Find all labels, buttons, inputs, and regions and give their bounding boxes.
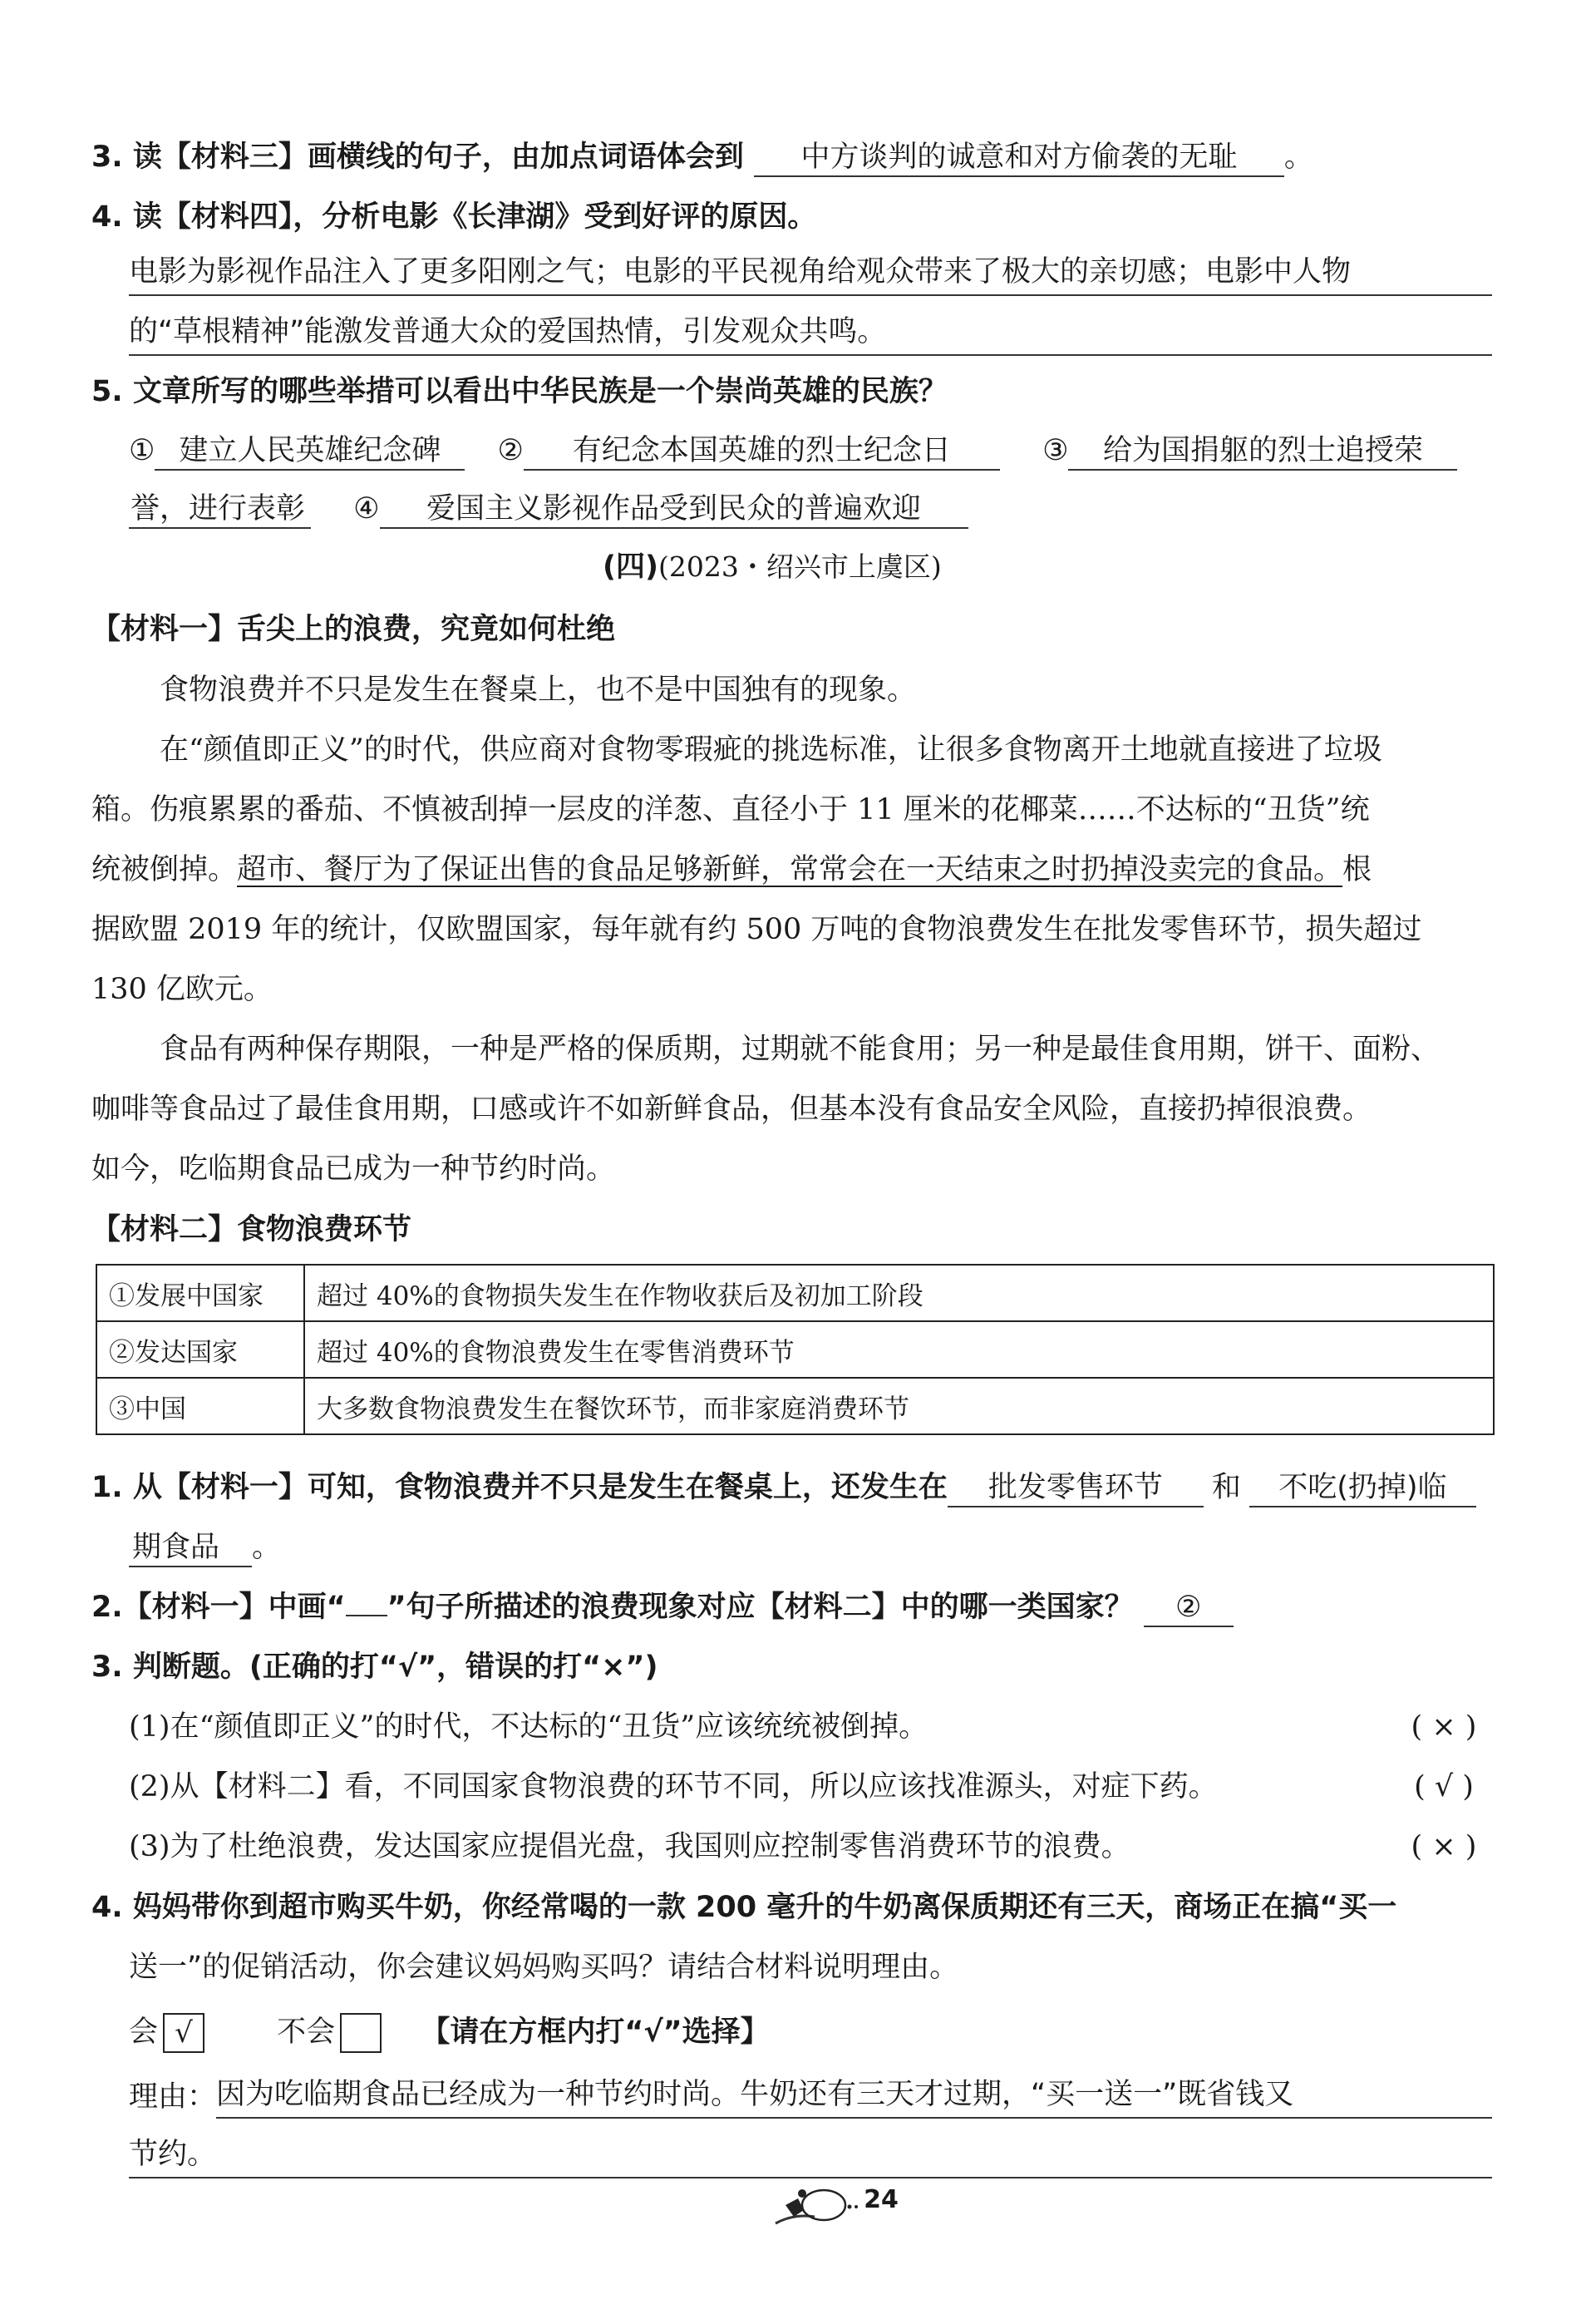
- material1-p3-line1: 食品有两种保存期限，一种是严格的保质期，过期就不能食用；另一种是最佳食用期，饼干、面粉、: [160, 1033, 1441, 1066]
- q4-line1: 4. 妈妈带你到超市购买牛奶，你经常喝的一款 200 毫升的牛奶离保质期还有三天，商场正在搞“买一: [91, 1891, 1397, 1924]
- table-row: [96, 1265, 1494, 1321]
- page-number: 24: [864, 2185, 899, 2214]
- material1-p3-line3: 如今，吃临期食品已成为一种节约时尚。: [91, 1152, 616, 1186]
- prev-q4-question: 4. 读【材料四】，分析电影《长津湖》受到好评的原因。: [91, 200, 817, 234]
- prev-q3: 3. 读【材料三】画横线的句子，由加点词语体会到 中方谈判的诚意和对方偷袭的无耻 。: [91, 137, 1496, 177]
- table-cell-country: ①发展中国家: [96, 1265, 304, 1321]
- section-header: (四)(2023・绍兴市上虞区): [603, 550, 942, 584]
- material1-title: 【材料一】舌尖上的浪费，究竟如何杜绝: [91, 613, 616, 646]
- no-checkbox[interactable]: [340, 2013, 382, 2053]
- material2-title: 【材料二】食物浪费环节: [91, 1213, 412, 1246]
- table-cell-desc: 超过 40%的食物损失发生在作物收获后及初加工阶段: [304, 1265, 1494, 1321]
- q3-item-2-mark: ( √ ): [1414, 1770, 1474, 1803]
- material1-p1: 食物浪费并不只是发生在餐桌上，也不是中国独有的现象。: [160, 674, 917, 707]
- table-row: [96, 1378, 1494, 1434]
- prev-q5-answers-row2: 誉，进行表彰 ④ 爱国主义影视作品受到民众的普遍欢迎: [129, 489, 1534, 529]
- yes-checkbox[interactable]: √: [163, 2013, 204, 2053]
- prev-q5-answers-row1: ① 建立人民英雄纪念碑 ② 有纪念本国英雄的烈士纪念日 ③ 给为国捐躯的烈士追授荣: [129, 431, 1534, 471]
- runner-logo-icon: [769, 2180, 860, 2230]
- q3-title: 3. 判断题。(正确的打“√”，错误的打“×”): [91, 1650, 658, 1684]
- q4-reason-line1: 因为吃临期食品已经成为一种节约时尚。牛奶还有三天才过期，“买一送一”既省钱又: [216, 2072, 1492, 2119]
- q3-item-3: (3)为了杜绝浪费，发达国家应提倡光盘，我国则应控制零售消费环节的浪费。: [129, 1830, 1130, 1863]
- table-cell-country: ③中国: [96, 1378, 304, 1434]
- q4-options: 会 √ 不会 【请在方框内打“√”选择】: [129, 2012, 1534, 2053]
- material1-p3-line2: 咖啡等食品过了最佳食用期，口感或许不如新鲜食品，但基本没有食品安全风险，直接扔掉很浪费。: [91, 1093, 1372, 1126]
- prev-q4-answer-line1: 电影为影视作品注入了更多阳刚之气；电影的平民视角给观众带来了极大的亲切感；电影中人物: [129, 249, 1492, 296]
- q3-item-1: (1)在“颜值即正义”的时代，不达标的“丑货”应该统统被倒掉。: [129, 1710, 928, 1744]
- prev-q5-question: 5. 文章所写的哪些举措可以看出中华民族是一个崇尚英雄的民族？: [91, 375, 948, 408]
- material1-p2-line3: 统被倒掉。超市、餐厅为了保证出售的食品足够新鲜，常常会在一天结束之时扔掉没卖完的食品。根: [91, 853, 1372, 886]
- table-cell-desc: 超过 40%的食物浪费发生在零售消费环节: [304, 1321, 1494, 1378]
- table-row: [96, 1321, 1494, 1378]
- material1-p2-line4: 据欧盟 2019 年的统计，仅欧盟国家，每年就有约 500 万吨的食物浪费发生在批发零售环节，损失超过: [91, 913, 1422, 946]
- q4-reason-label: 理由：: [129, 2080, 217, 2114]
- table-cell-desc: 大多数食物浪费发生在餐饮环节，而非家庭消费环节: [304, 1378, 1494, 1434]
- q1-answer2: 不吃(扔掉)临: [1249, 1469, 1476, 1507]
- q3-item-1-mark: ( × ): [1411, 1710, 1477, 1744]
- q4-reason-line2: 节约。: [129, 2132, 1492, 2178]
- q1: 1. 从【材料一】可知，食物浪费并不只是发生在餐桌上，还发生在 批发零售环节 和 不吃(扔掉)临: [91, 1468, 1496, 1507]
- material1-p2-line1: 在“颜值即正义”的时代，供应商对食物零瑕疵的挑选标准，让很多食物离开土地就直接进了垃圾: [160, 733, 1382, 767]
- waste-table: [96, 1264, 1495, 1435]
- q1-answer1: 批发零售环节: [948, 1469, 1204, 1507]
- material1-p2-line5: 130 亿欧元。: [91, 973, 273, 1006]
- q3-item-2: (2)从【材料二】看，不同国家食物浪费的环节不同，所以应该找准源头，对症下药。: [129, 1770, 1218, 1803]
- q3-item-3-mark: ( × ): [1411, 1830, 1477, 1863]
- underlined-sentence: 超市、餐厅为了保证出售的食品足够新鲜，常常会在一天结束之时扔掉没卖完的食品。: [237, 853, 1343, 886]
- q2-answer: ②: [1144, 1589, 1234, 1627]
- prev-q3-answer: 中方谈判的诚意和对方偷袭的无耻: [754, 139, 1284, 177]
- q4-line2: 送一”的促销活动，你会建议妈妈购买吗？请结合材料说明理由。: [129, 1951, 959, 1984]
- q1-cont: 期食品 。: [129, 1527, 1534, 1567]
- prev-q4-answer-line2: 的“草根精神”能激发普通大众的爱国热情，引发观众共鸣。: [129, 309, 1492, 356]
- table-cell-country: ②发达国家: [96, 1321, 304, 1378]
- q2: 2.【材料一】中画“ ”句子所描述的浪费现象对应【材料二】中的哪一类国家？ ②: [91, 1587, 1496, 1627]
- material1-p2-line2: 箱。伤痕累累的番茄、不慎被刮掉一层皮的洋葱、直径小于 11 厘米的花椰菜……不达标的“丑货”统: [91, 793, 1370, 826]
